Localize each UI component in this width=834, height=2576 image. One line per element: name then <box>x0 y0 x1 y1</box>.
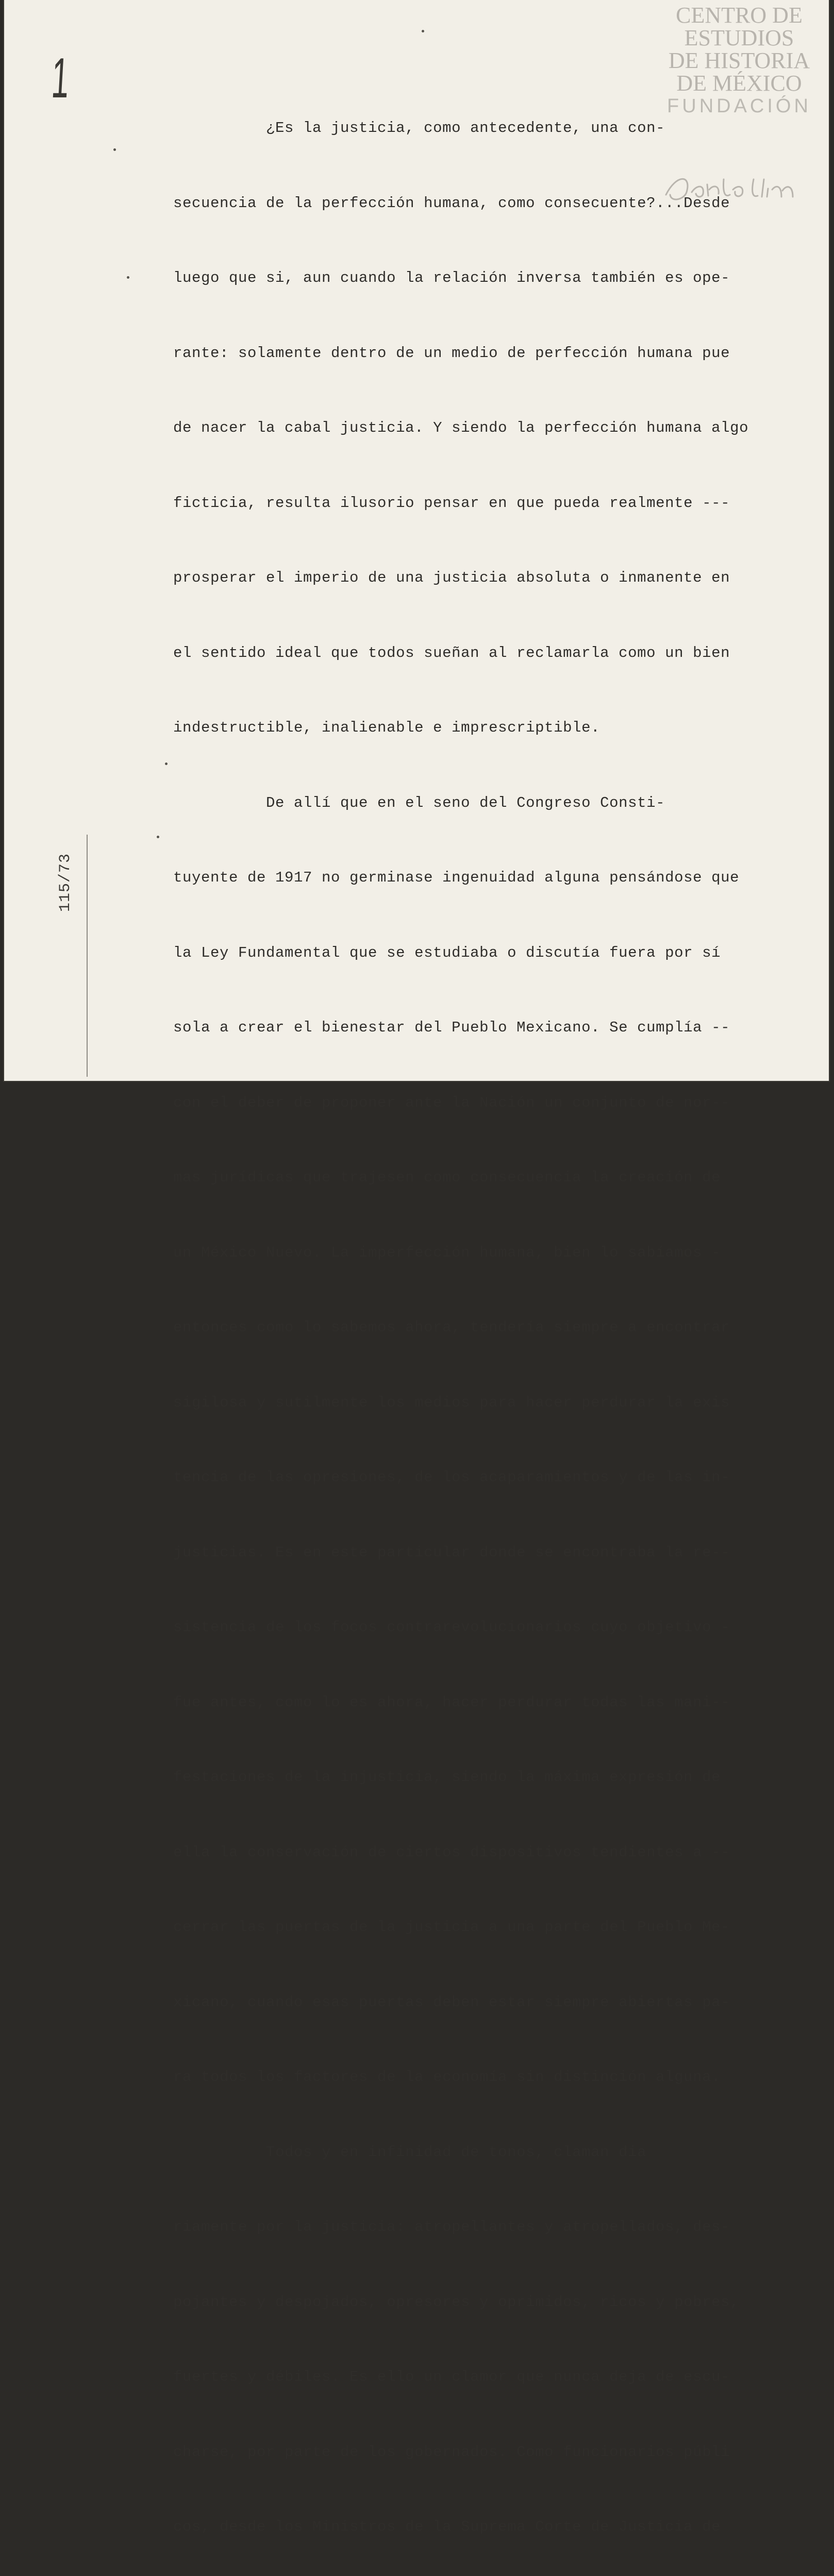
text-line: indestructible, inalienable e imprescriptible. <box>173 719 601 736</box>
text-line: fue antes, como lo es ahora, hacer perdurar todas las mani-- <box>173 1693 730 1711</box>
text-line: tuyente de 1917 no germinase ingenuidad alguna pensándose que <box>173 869 740 886</box>
text-line: sola a crear el bienestar del Pueblo Mexicano. Se cumplía -- <box>173 1019 730 1036</box>
text-line: ella la conservación de ciertos dispositivos tendientes a -- <box>173 1843 730 1861</box>
text-line: ficticia, resulta ilusorio pensar en que pueda realmente --- <box>173 494 730 512</box>
paper-speck <box>113 148 116 151</box>
text-line: con el deber de proponer ante la Nación un conjunto de nor-- <box>173 1094 730 1111</box>
text-line: pojantes y despojados, opresores y oprimidos, ricos y pobres, <box>173 2293 740 2311</box>
watermark-foundation: FUNDACIÓN <box>667 95 811 117</box>
text-line: charse, por parte de los gobernados. Como funcionarios públi <box>173 2443 730 2461</box>
text-line: entonces como lo sabemos ahora, tendería siempre a encontrar <box>173 1319 730 1336</box>
watermark-line: ESTUDIOS <box>684 25 794 50</box>
text-line: secuencia de la perfección humana, como consecuente?...Desde <box>173 194 730 212</box>
text-line: ¿Es la justicia, como antecedente, una con- <box>173 120 665 137</box>
text-line: tencia de las opresiones, de los acaparamientos y de las in- <box>173 1469 730 1486</box>
text-line: de nacer la cabal justicia. Y siendo la perfección humana algo <box>173 419 749 436</box>
typewritten-text <box>173 66 802 2576</box>
text-line: Todos y en infinidad de tonos, claman dia <box>173 2143 647 2161</box>
text-line: fuertes y débiles. Es ello un clamor que nunca deja de escu- <box>173 2368 730 2385</box>
margin-rule <box>87 835 88 1077</box>
text-line: el sentido ideal que todos sueñan al reclamarla como un bien <box>173 644 730 662</box>
text-line: De allí que en el seno del Congreso Consti- <box>173 794 665 811</box>
text-line: sigilosa y sutilmente los medios para hacer perdurar la exis <box>173 1394 730 1411</box>
text-line: luego que si, aun cuando la relación inversa también es ope- <box>173 269 730 286</box>
text-line: sistencia de los focos contrarevolucionarios cuyo objetivo - <box>173 1619 730 1636</box>
text-line: rante: solamente dentro de un medio de perfección humana pue <box>173 344 730 362</box>
text-line: riamente por la justicia: atropellantes y atropellados, des- <box>173 2218 730 2235</box>
handwritten-page-number: 1 <box>49 46 71 110</box>
text-line: ra todos los factores de la economía sin distinción alguna. <box>173 2069 721 2086</box>
text-line: cerrar las puertas de la justicia a una parte del Pueblo Me- <box>173 1919 730 1936</box>
text-line: justicias. Es en este particular donde se encontraba la re-- <box>173 1544 730 1561</box>
text-line: prosperar el imperio de una justicia absoluta o inmanente en <box>173 569 730 586</box>
text-line: un México Nuevo. La imperfección humana, bien lo sabíamos - <box>173 1244 721 1261</box>
text-line: cos, desde los Ministros de la Suprema Corte de Justicia de <box>173 2518 721 2535</box>
text-line: la Ley Fundamental que se estudiaba o discutía fuera por sí <box>173 944 721 961</box>
paper-speck <box>422 30 424 32</box>
text-line: festaciones de la injusticia, siendo la máxima expresión de <box>173 1769 721 1786</box>
folio-number: 115/73 <box>57 853 74 912</box>
document-page <box>4 0 829 2535</box>
watermark-line: DE MÉXICO <box>676 71 802 96</box>
text-line: mas jurídicas que trajesen como consecuencia la creación de <box>173 1169 721 1186</box>
paper-speck <box>165 762 168 765</box>
text-line: xicano, cuando esas puertas deben estar siempre abiertas pa- <box>173 1993 730 2011</box>
watermark-line: CENTRO DE <box>676 3 803 28</box>
watermark-line: DE HISTORIA <box>668 48 810 73</box>
paper-speck <box>157 836 159 838</box>
paper-speck <box>127 276 129 279</box>
